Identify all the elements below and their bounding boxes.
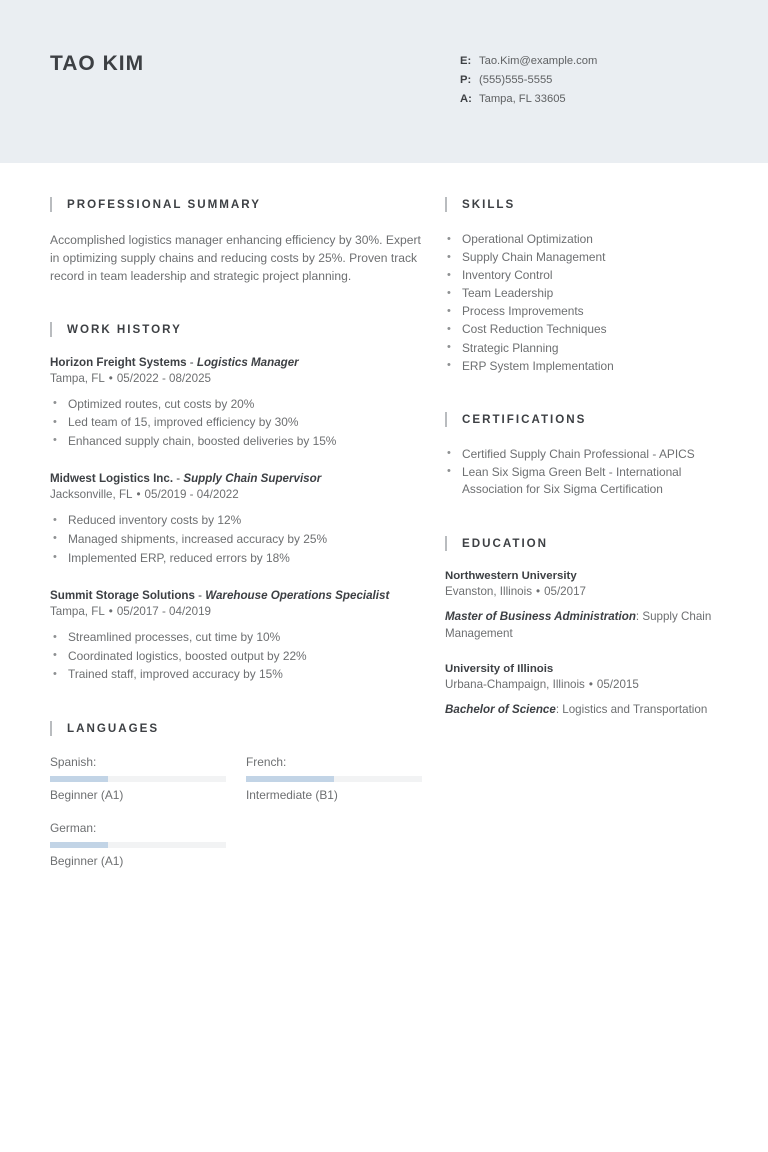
education-meta [445,678,723,691]
job-bullet: • Coordinated logistics, boosted output by 22% [50,648,425,666]
contact-row-email [460,52,597,71]
section-work-history [50,322,425,684]
job-bullet: • Led team of 15, improved efficiency by 30% [50,414,425,432]
job-role: Supply Chain Supervisor [183,472,322,486]
education-field: : Supply Chain Management [445,609,712,641]
language-name: French: [246,754,287,769]
resume-body [0,163,768,887]
education-meta [445,585,723,598]
language-proficiency-bar [50,776,226,782]
job-dates: 05/2022 - 08/2025 [116,371,211,385]
certification-item: • Certified Supply Chain Professional - APICS [445,446,723,464]
job-bullet: • Streamlined processes, cut time by 10% [50,629,425,647]
accent-bar-icon [50,322,52,337]
job-bullet: • Managed shipments, increased accuracy by 25% [50,531,425,549]
bullet-separator-icon: • [588,677,593,691]
job-location: Tampa, FL [50,605,105,619]
education-date: 05/2017 [544,584,586,598]
bullet-separator-icon: • [536,584,541,598]
work-entry [50,356,425,451]
education-school: Northwestern University [445,569,577,582]
job-company: Midwest Logistics Inc. [50,472,174,486]
spacer [445,376,723,412]
work-entry [50,472,425,567]
accent-bar-icon [445,536,447,551]
section-title: WORK HISTORY [67,322,182,336]
skill-item: • Supply Chain Management [445,249,723,267]
education-location: Evanston, Illinois [445,584,532,598]
job-bullet: • Implemented ERP, reduced errors by 18% [50,550,425,568]
education-entry [445,663,723,719]
education-field: : Logistics and Transportation [555,702,708,716]
education-location: Urbana-Champaign, Illinois [445,677,585,691]
language-proficiency-fill [246,776,334,782]
job-bullet: • Trained staff, improved accuracy by 15% [50,666,425,684]
contact-value-email[interactable]: Tao.Kim@example.com [479,55,598,67]
language-item [246,755,442,802]
contact-label-email: E: [460,55,472,67]
job-separator: - [194,589,206,603]
certification-item: • Lean Six Sigma Green Belt - International Association for Six Sigma Certification [445,464,723,499]
candidate-name: TAO KIM [50,52,145,75]
bullet-separator-icon: • [108,605,113,619]
job-bullet-list [50,629,425,684]
contact-value-address: Tampa, FL 33605 [479,93,566,105]
spacer [445,500,723,536]
certifications-list [445,446,723,499]
job-company: Horizon Freight Systems [50,355,187,369]
job-meta [50,372,425,385]
section-header [445,197,723,212]
section-certifications [445,412,723,499]
work-entry [50,589,425,684]
language-item [50,755,246,802]
education-date: 05/2015 [596,677,639,691]
language-level: Beginner (A1) [50,853,124,868]
education-school: University of Illinois [445,662,554,675]
section-header [50,322,425,337]
summary-text: Accomplished logistics manager enhancing efficiency by 30%. Expert in optimizing supply chains and reducing costs by 25%. Proven track record in team leadership and strategic project planning. [50,233,421,284]
section-title: EDUCATION [462,536,549,550]
bullet-separator-icon: • [136,488,141,502]
job-meta [50,488,425,501]
job-title-line [50,589,425,602]
job-separator: - [173,472,184,486]
education-degree-line [445,701,723,719]
language-proficiency-fill [50,776,108,782]
section-header [50,197,425,212]
spacer [50,685,425,721]
contact-row-phone [460,71,597,90]
language-name: Spanish: [50,754,97,769]
contact-label-address: A: [460,93,472,105]
job-dates: 05/2019 - 04/2022 [144,488,239,502]
education-degree-line [445,608,723,643]
job-bullet: • Reduced inventory costs by 12% [50,512,425,530]
accent-bar-icon [50,197,52,212]
contact-value-phone[interactable]: (555)555-5555 [479,74,553,86]
skill-item: • ERP System Implementation [445,358,723,376]
job-meta [50,605,425,618]
section-title: SKILLS [462,198,516,211]
skill-item: • Inventory Control [445,267,723,285]
job-company: Summit Storage Solutions [50,589,195,603]
skill-item: • Operational Optimization [445,231,723,249]
language-name: German: [50,820,97,835]
skill-item: • Strategic Planning [445,340,723,358]
contact-block [460,52,597,109]
job-separator: - [186,355,197,369]
job-title-line [50,472,425,485]
education-degree: Master of Business Administration [445,609,636,623]
language-level: Intermediate (B1) [246,787,338,802]
education-entry [445,570,723,643]
job-bullet-list [50,396,425,451]
job-role: Warehouse Operations Specialist [205,589,390,603]
section-header [445,412,723,427]
section-professional-summary [50,197,425,286]
section-skills [445,197,723,375]
accent-bar-icon [50,721,52,736]
skill-item: • Process Improvements [445,303,723,321]
job-bullet: • Optimized routes, cut costs by 20% [50,396,425,414]
section-languages [50,721,425,887]
bullet-separator-icon: • [108,371,113,385]
section-title: CERTIFICATIONS [462,412,587,426]
resume-header [0,0,768,163]
language-level: Beginner (A1) [50,787,124,802]
language-proficiency-bar [246,776,422,782]
section-header [445,536,723,551]
language-proficiency-bar [50,842,226,848]
job-title-line [50,356,425,369]
job-bullet: • Enhanced supply chain, boosted deliveries by 15% [50,433,425,451]
job-dates: 05/2017 - 04/2019 [116,605,211,619]
left-column [0,163,425,887]
accent-bar-icon [445,412,447,427]
section-education [445,536,723,719]
education-degree: Bachelor of Science [445,702,556,716]
job-location: Tampa, FL [50,371,105,385]
contact-row-address [460,90,597,109]
section-header [50,721,425,736]
accent-bar-icon [445,197,447,212]
job-role: Logistics Manager [196,355,299,369]
language-proficiency-fill [50,842,108,848]
skills-list [445,231,723,375]
skill-item: • Team Leadership [445,285,723,303]
job-location: Jacksonville, FL [50,488,133,502]
right-column [425,163,768,887]
section-title: LANGUAGES [67,721,160,735]
skill-item: • Cost Reduction Techniques [445,321,723,339]
spacer [50,286,425,322]
contact-label-phone: P: [460,74,472,86]
language-item [50,821,246,868]
job-bullet-list [50,512,425,567]
language-grid [50,755,442,887]
section-title: PROFESSIONAL SUMMARY [67,198,261,211]
